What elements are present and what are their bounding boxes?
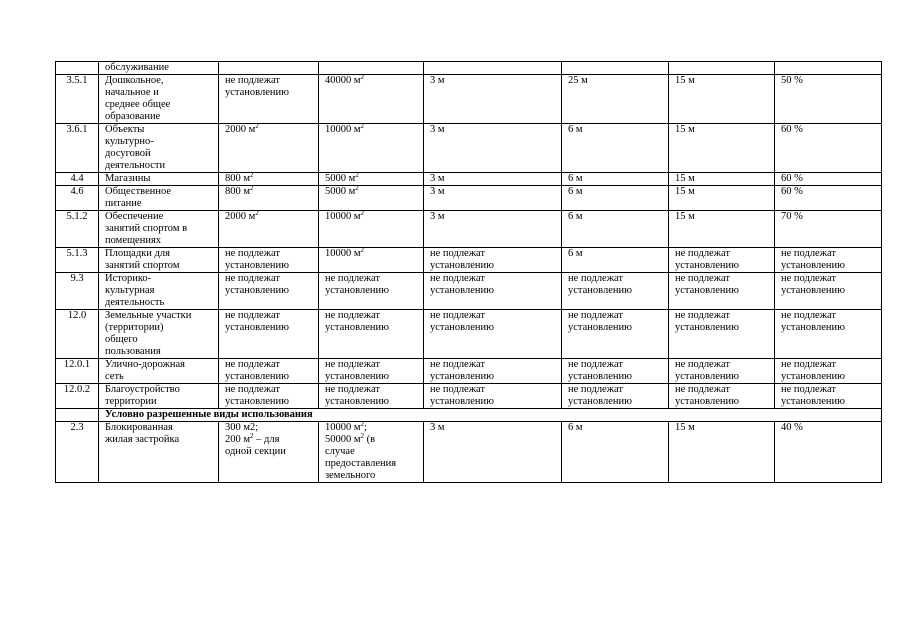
min-area-line: не подлежат bbox=[225, 359, 280, 370]
row-name bbox=[99, 273, 219, 310]
min-area-line: 2000 $м^2$ bbox=[225, 123, 259, 135]
max-height-line: 6 м bbox=[568, 124, 583, 135]
min-area-line: одной секции bbox=[225, 446, 286, 457]
row-code: 12.0.2 bbox=[56, 384, 99, 409]
max-area-line: не подлежат bbox=[325, 384, 380, 395]
row-name-line: деятельности bbox=[105, 160, 166, 171]
max-floors-line: не подлежат bbox=[675, 310, 730, 321]
max-coverage-cell bbox=[775, 211, 882, 248]
row-name-line: территории bbox=[105, 396, 157, 407]
max-floors-cell bbox=[669, 75, 775, 124]
min-setback-line: установлению bbox=[430, 396, 494, 407]
min-area-line: 200 $м^2$ – для bbox=[225, 432, 280, 445]
max-area-cell bbox=[319, 422, 424, 483]
row-code: 12.0 bbox=[56, 310, 99, 359]
max-coverage-cell bbox=[775, 186, 882, 211]
max-floors-line: не подлежат bbox=[675, 359, 730, 370]
row-code: 3.5.1 bbox=[56, 75, 99, 124]
max-coverage-cell bbox=[775, 310, 882, 359]
max-area-line: установлению bbox=[325, 322, 389, 333]
row-name-line: общего bbox=[105, 334, 138, 345]
row-name-line: сеть bbox=[105, 371, 124, 382]
min-setback-cell bbox=[424, 186, 562, 211]
table-row bbox=[56, 384, 882, 409]
min-area-line: 300 м2; bbox=[225, 422, 259, 433]
min-area-cell bbox=[219, 124, 319, 173]
max-area-cell bbox=[319, 75, 424, 124]
max-floors-cell bbox=[669, 273, 775, 310]
max-floors-line: 15 м bbox=[675, 422, 695, 433]
min-setback-cell bbox=[424, 273, 562, 310]
min-setback-line: 3 м bbox=[430, 422, 445, 433]
max-area-cell bbox=[319, 211, 424, 248]
max-area-line: установлению bbox=[325, 285, 389, 296]
min-setback-line: 3 м bbox=[430, 75, 445, 86]
min-area-line: установлению bbox=[225, 396, 289, 407]
min-area-cell bbox=[219, 273, 319, 310]
min-setback-cell bbox=[424, 75, 562, 124]
max-area-line: 10000 $м^2$ bbox=[325, 123, 365, 135]
min-setback-line: установлению bbox=[430, 322, 494, 333]
row-name bbox=[99, 359, 219, 384]
row-name-line: Дошкольное, bbox=[105, 75, 164, 86]
row-code: 9.3 bbox=[56, 273, 99, 310]
min-area-cell bbox=[219, 359, 319, 384]
table-row bbox=[56, 173, 882, 186]
max-coverage-cell bbox=[775, 75, 882, 124]
max-area-line: 50000 $м^2$ (в bbox=[325, 432, 376, 445]
row-name-line: Обеспечение bbox=[105, 211, 164, 222]
max-coverage-line: установлению bbox=[781, 371, 845, 382]
max-coverage-line: не подлежат bbox=[781, 310, 836, 321]
max-height-line: установлению bbox=[568, 396, 632, 407]
max-area-cell bbox=[319, 173, 424, 186]
row-name-line: досуговой bbox=[105, 148, 151, 159]
max-coverage-line: 50 % bbox=[781, 75, 803, 86]
row-name bbox=[99, 310, 219, 359]
row-code: 12.0.1 bbox=[56, 359, 99, 384]
max-height-line: 6 м bbox=[568, 186, 583, 197]
max-coverage-cell bbox=[775, 422, 882, 483]
row-name-line: культурная bbox=[105, 285, 155, 296]
max-height-line: установлению bbox=[568, 371, 632, 382]
max-height-line: 6 м bbox=[568, 211, 583, 222]
min-area-line: не подлежат bbox=[225, 273, 280, 284]
min-setback-cell bbox=[424, 359, 562, 384]
max-area-cell bbox=[319, 359, 424, 384]
max-floors-cell bbox=[669, 384, 775, 409]
row-name-line: Благоустройство bbox=[105, 384, 180, 395]
row-name-line: начальное и bbox=[105, 87, 159, 98]
min-setback-line: 3 м bbox=[430, 211, 445, 222]
row-name-line: Объекты bbox=[105, 124, 145, 135]
max-area-cell bbox=[319, 248, 424, 273]
max-coverage-cell bbox=[775, 173, 882, 186]
row-code: 4.6 bbox=[56, 186, 99, 211]
max-area-cell bbox=[319, 384, 424, 409]
max-coverage-cell bbox=[775, 248, 882, 273]
row-name-line: Площадки для bbox=[105, 248, 170, 259]
row-name bbox=[99, 62, 219, 75]
row-name-line: Улично-дорожная bbox=[105, 359, 185, 370]
max-area-line: 10000 $м^2$ bbox=[325, 247, 365, 259]
max-coverage-line: не подлежат bbox=[781, 248, 836, 259]
max-floors-line: установлению bbox=[675, 260, 739, 271]
min-setback-cell bbox=[424, 62, 562, 75]
max-floors-line: установлению bbox=[675, 322, 739, 333]
table-row bbox=[56, 273, 882, 310]
row-name-line: Блокированная bbox=[105, 422, 173, 433]
max-floors-line: не подлежат bbox=[675, 248, 730, 259]
max-coverage-line: установлению bbox=[781, 322, 845, 333]
row-name-line: среднее общее bbox=[105, 99, 171, 110]
min-area-line: установлению bbox=[225, 371, 289, 382]
max-coverage-cell bbox=[775, 273, 882, 310]
min-setback-line: установлению bbox=[430, 371, 494, 382]
max-coverage-line: установлению bbox=[781, 285, 845, 296]
min-setback-line: установлению bbox=[430, 285, 494, 296]
max-height-cell bbox=[562, 310, 669, 359]
row-name-line: занятий спортом bbox=[105, 260, 180, 271]
max-coverage-line: установлению bbox=[781, 396, 845, 407]
row-name-line: питание bbox=[105, 198, 142, 209]
table-row bbox=[56, 359, 882, 384]
max-coverage-line: не подлежат bbox=[781, 273, 836, 284]
row-name bbox=[99, 75, 219, 124]
max-area-line: не подлежат bbox=[325, 273, 380, 284]
min-area-cell bbox=[219, 310, 319, 359]
row-name bbox=[99, 422, 219, 483]
row-name-line: образование bbox=[105, 111, 161, 122]
row-name-line: пользования bbox=[105, 346, 161, 357]
max-area-cell bbox=[319, 273, 424, 310]
max-height-line: 6 м bbox=[568, 422, 583, 433]
max-floors-cell bbox=[669, 248, 775, 273]
min-area-line: 800 $м^2$ bbox=[225, 185, 254, 197]
max-height-cell bbox=[562, 124, 669, 173]
max-floors-cell bbox=[669, 173, 775, 186]
max-height-line: не подлежат bbox=[568, 273, 623, 284]
max-height-cell bbox=[562, 62, 669, 75]
min-area-line: не подлежат bbox=[225, 248, 280, 259]
max-area-line: предоставления bbox=[325, 458, 397, 469]
row-name-line: Земельные участки bbox=[105, 310, 192, 321]
max-floors-line: не подлежат bbox=[675, 384, 730, 395]
max-floors-cell bbox=[669, 310, 775, 359]
min-area-cell bbox=[219, 211, 319, 248]
min-area-cell bbox=[219, 384, 319, 409]
max-floors-line: установлению bbox=[675, 371, 739, 382]
max-height-line: не подлежат bbox=[568, 310, 623, 321]
max-coverage-cell bbox=[775, 124, 882, 173]
min-setback-cell bbox=[424, 422, 562, 483]
row-code: 5.1.3 bbox=[56, 248, 99, 273]
row-name-line: обслуживание bbox=[105, 62, 169, 73]
min-setback-line: 3 м bbox=[430, 124, 445, 135]
min-setback-cell bbox=[424, 310, 562, 359]
max-coverage-line: не подлежат bbox=[781, 359, 836, 370]
min-setback-cell bbox=[424, 384, 562, 409]
row-name-line: деятельность bbox=[105, 297, 165, 308]
max-area-line: 10000 $м^2$ bbox=[325, 210, 365, 222]
table-row bbox=[56, 211, 882, 248]
row-code: 5.1.2 bbox=[56, 211, 99, 248]
min-area-line: 2000 $м^2$ bbox=[225, 210, 259, 222]
min-setback-line: не подлежат bbox=[430, 310, 485, 321]
table-row bbox=[56, 186, 882, 211]
row-name bbox=[99, 124, 219, 173]
row-name-line: Магазины bbox=[105, 173, 151, 184]
min-area-cell bbox=[219, 62, 319, 75]
max-height-cell bbox=[562, 186, 669, 211]
min-area-line: не подлежат bbox=[225, 75, 280, 86]
min-setback-line: 3 м bbox=[430, 186, 445, 197]
max-floors-cell bbox=[669, 422, 775, 483]
max-height-line: не подлежат bbox=[568, 359, 623, 370]
max-height-line: 6 м bbox=[568, 248, 583, 259]
min-area-line: не подлежат bbox=[225, 384, 280, 395]
max-area-line: земельного bbox=[325, 470, 376, 481]
max-floors-line: установлению bbox=[675, 396, 739, 407]
row-code: 3.6.1 bbox=[56, 124, 99, 173]
row-name-line: Общественное bbox=[105, 186, 172, 197]
min-setback-line: 3 м bbox=[430, 173, 445, 184]
min-area-cell bbox=[219, 173, 319, 186]
max-height-cell bbox=[562, 248, 669, 273]
max-area-line: 5000 $м^2$ bbox=[325, 172, 359, 184]
table-row bbox=[56, 124, 882, 173]
min-area-cell bbox=[219, 75, 319, 124]
min-area-line: 800 $м^2$ bbox=[225, 172, 254, 184]
max-floors-line: установлению bbox=[675, 285, 739, 296]
max-height-cell bbox=[562, 359, 669, 384]
row-name-line: (территории) bbox=[105, 322, 164, 333]
max-floors-line: 15 м bbox=[675, 211, 695, 222]
max-coverage-cell bbox=[775, 62, 882, 75]
min-area-cell bbox=[219, 422, 319, 483]
max-height-cell bbox=[562, 75, 669, 124]
max-coverage-cell bbox=[775, 384, 882, 409]
table-row bbox=[56, 248, 882, 273]
max-area-line: случае bbox=[325, 446, 355, 457]
max-height-line: не подлежат bbox=[568, 384, 623, 395]
min-setback-cell bbox=[424, 124, 562, 173]
max-floors-cell bbox=[669, 124, 775, 173]
min-setback-line: установлению bbox=[430, 260, 494, 271]
min-setback-line: не подлежат bbox=[430, 273, 485, 284]
min-setback-line: не подлежат bbox=[430, 359, 485, 370]
row-name-line: помещениях bbox=[105, 235, 162, 246]
min-setback-line: не подлежат bbox=[430, 248, 485, 259]
row-name bbox=[99, 211, 219, 248]
row-code bbox=[56, 62, 99, 75]
row-name bbox=[99, 186, 219, 211]
max-area-line: не подлежат bbox=[325, 359, 380, 370]
max-floors-line: не подлежат bbox=[675, 273, 730, 284]
row-code: 4.4 bbox=[56, 173, 99, 186]
land-use-parameters-table bbox=[55, 61, 882, 483]
max-area-cell bbox=[319, 62, 424, 75]
max-height-cell bbox=[562, 422, 669, 483]
max-height-line: 6 м bbox=[568, 173, 583, 184]
row-name bbox=[99, 173, 219, 186]
min-area-line: установлению bbox=[225, 285, 289, 296]
min-area-cell bbox=[219, 248, 319, 273]
max-area-cell bbox=[319, 310, 424, 359]
max-height-cell bbox=[562, 273, 669, 310]
max-height-line: 25 м bbox=[568, 75, 588, 86]
table-row bbox=[56, 310, 882, 359]
max-coverage-line: 40 % bbox=[781, 422, 803, 433]
max-area-cell bbox=[319, 124, 424, 173]
max-coverage-line: установлению bbox=[781, 260, 845, 271]
max-height-cell bbox=[562, 211, 669, 248]
max-floors-line: 15 м bbox=[675, 173, 695, 184]
row-name-line: Историко- bbox=[105, 273, 152, 284]
max-coverage-line: 70 % bbox=[781, 211, 803, 222]
max-area-line: не подлежат bbox=[325, 310, 380, 321]
section-header-row bbox=[56, 409, 882, 422]
row-name-line: занятий спортом в bbox=[105, 223, 188, 234]
table-row bbox=[56, 75, 882, 124]
max-area-cell bbox=[319, 186, 424, 211]
min-setback-cell bbox=[424, 211, 562, 248]
max-coverage-cell bbox=[775, 359, 882, 384]
max-coverage-line: не подлежат bbox=[781, 384, 836, 395]
max-coverage-line: 60 % bbox=[781, 124, 803, 135]
table-row bbox=[56, 422, 882, 483]
row-name-line: культурно- bbox=[105, 136, 154, 147]
section-code-cell bbox=[56, 409, 99, 422]
max-area-line: 40000 $м^2$ bbox=[325, 74, 365, 86]
min-area-line: установлению bbox=[225, 87, 289, 98]
max-area-line: 5000 $м^2$ bbox=[325, 185, 359, 197]
max-coverage-line: 60 % bbox=[781, 173, 803, 184]
row-name bbox=[99, 384, 219, 409]
min-area-line: установлению bbox=[225, 260, 289, 271]
max-area-line: установлению bbox=[325, 371, 389, 382]
min-area-line: не подлежат bbox=[225, 310, 280, 321]
max-floors-line: 15 м bbox=[675, 75, 695, 86]
row-name-line: жилая застройка bbox=[105, 434, 180, 445]
max-floors-line: 15 м bbox=[675, 186, 695, 197]
max-floors-cell bbox=[669, 211, 775, 248]
row-code: 2.3 bbox=[56, 422, 99, 483]
max-coverage-line: 60 % bbox=[781, 186, 803, 197]
min-setback-cell bbox=[424, 248, 562, 273]
max-height-cell bbox=[562, 173, 669, 186]
row-name bbox=[99, 248, 219, 273]
document-page bbox=[55, 61, 881, 483]
min-area-line: установлению bbox=[225, 322, 289, 333]
max-floors-line: 15 м bbox=[675, 124, 695, 135]
max-floors-cell bbox=[669, 186, 775, 211]
section-title: Условно разрешенные виды использования bbox=[99, 409, 882, 422]
max-area-line: 10000 $м^2$; bbox=[325, 421, 367, 433]
table-row bbox=[56, 62, 882, 75]
table-body bbox=[56, 62, 882, 483]
min-setback-line: не подлежат bbox=[430, 384, 485, 395]
max-height-line: установлению bbox=[568, 285, 632, 296]
min-area-cell bbox=[219, 186, 319, 211]
min-setback-cell bbox=[424, 173, 562, 186]
max-area-line: установлению bbox=[325, 396, 389, 407]
max-floors-cell bbox=[669, 62, 775, 75]
max-height-line: установлению bbox=[568, 322, 632, 333]
max-floors-cell bbox=[669, 359, 775, 384]
max-height-cell bbox=[562, 384, 669, 409]
